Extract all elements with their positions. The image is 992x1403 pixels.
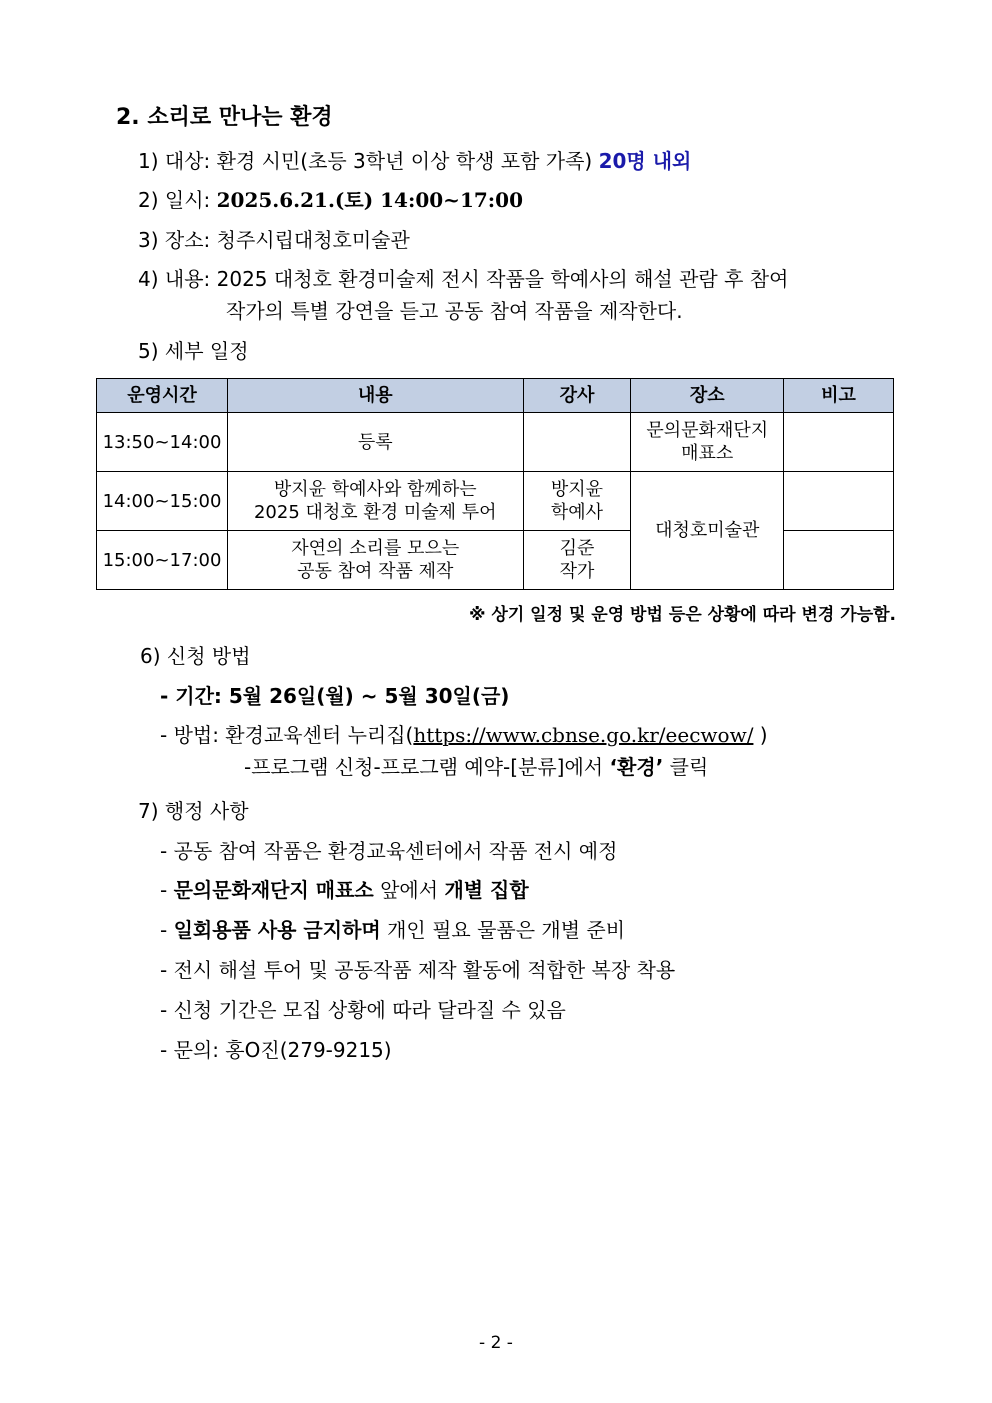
schedule-title: 5) 세부 일정 (138, 339, 249, 363)
table-row (97, 472, 894, 531)
admin-item-period-change: - 신청 기간은 모집 상황에 따라 달라질 수 있음 (160, 998, 566, 1022)
category-keyword: ‘환경’ (609, 755, 664, 779)
header-content: 내용 (227, 379, 523, 413)
date-value: 2025.6.21.(토) 14:00~17:00 (216, 188, 523, 212)
header-time: 운영시간 (97, 379, 228, 413)
admin-item-meeting: - 문의문화재단지 매표소 앞에서 개별 집합 (160, 878, 529, 902)
cell-time: 15:00~17:00 (97, 531, 228, 590)
apply-method: - 방법: 환경교육센터 누리집(https://www.cbnse.go.kr/eecwow/ ) (160, 723, 768, 747)
section-title: 2. 소리로 만나는 환경 (116, 105, 333, 130)
capacity-highlight: 20명 내외 (598, 149, 692, 173)
admin-item-contact: - 문의: 홍O진(279-9215) (160, 1038, 392, 1062)
cell-note (784, 472, 894, 531)
cell-instructor: 김준 작가 (523, 531, 631, 590)
admin-item-attire: - 전시 해설 투어 및 공동작품 제작 활동에 적합한 복장 착용 (160, 958, 676, 982)
place-line: 3) 장소: 청주시립대청호미술관 (138, 228, 410, 252)
cell-instructor: 방지윤 학예사 (523, 472, 631, 531)
header-instructor: 강사 (523, 379, 631, 413)
schedule-table (96, 378, 894, 590)
admin-title: 7) 행정 사항 (138, 799, 249, 823)
cell-time: 13:50~14:00 (97, 413, 228, 472)
schedule-footnote: ※ 상기 일정 및 운영 방법 등은 상황에 따라 변경 가능함. (468, 605, 896, 625)
apply-title: 6) 신청 방법 (140, 644, 251, 668)
cell-content: 등록 (227, 413, 523, 472)
target-line: 1) 대상: 환경 시민(초등 3학년 이상 학생 포함 가족) 20명 내외 (138, 149, 692, 173)
date-line: 2) 일시: 2025.6.21.(토) 14:00~17:00 (138, 188, 523, 212)
header-note: 비고 (784, 379, 894, 413)
cell-note (784, 531, 894, 590)
cell-time: 14:00~15:00 (97, 472, 228, 531)
content-line-2: 작가의 특별 강연을 듣고 공동 참여 작품을 제작한다. (226, 299, 683, 323)
cell-content: 방지윤 학예사와 함께하는 2025 대청호 환경 미술제 투어 (227, 472, 523, 531)
table-row (97, 413, 894, 472)
table-header-row (97, 379, 894, 413)
cell-place: 대청호미술관 (631, 472, 784, 590)
header-place: 장소 (631, 379, 784, 413)
cell-place: 문의문화재단지 매표소 (631, 413, 784, 472)
cell-note (784, 413, 894, 472)
apply-period: - 기간: 5월 26일(월) ~ 5월 30일(금) (160, 684, 510, 708)
admin-item-disposable: - 일회용품 사용 금지하며 개인 필요 물품은 개별 준비 (160, 918, 626, 942)
content-line: 4) 내용: 2025 대청호 환경미술제 전시 작품을 학예사의 해설 관람 후 참여 (138, 267, 789, 291)
admin-item-exhibit: - 공동 참여 작품은 환경교육센터에서 작품 전시 예정 (160, 839, 618, 863)
cell-instructor (523, 413, 631, 472)
website-link[interactable]: https://www.cbnse.go.kr/eecwow/ (413, 723, 754, 747)
page-number: - 2 - (479, 1333, 513, 1353)
cell-content: 자연의 소리를 모으는 공동 참여 작품 제작 (227, 531, 523, 590)
apply-path: -프로그램 신청-프로그램 예약-[분류]에서 ‘환경’ 클릭 (244, 755, 709, 779)
